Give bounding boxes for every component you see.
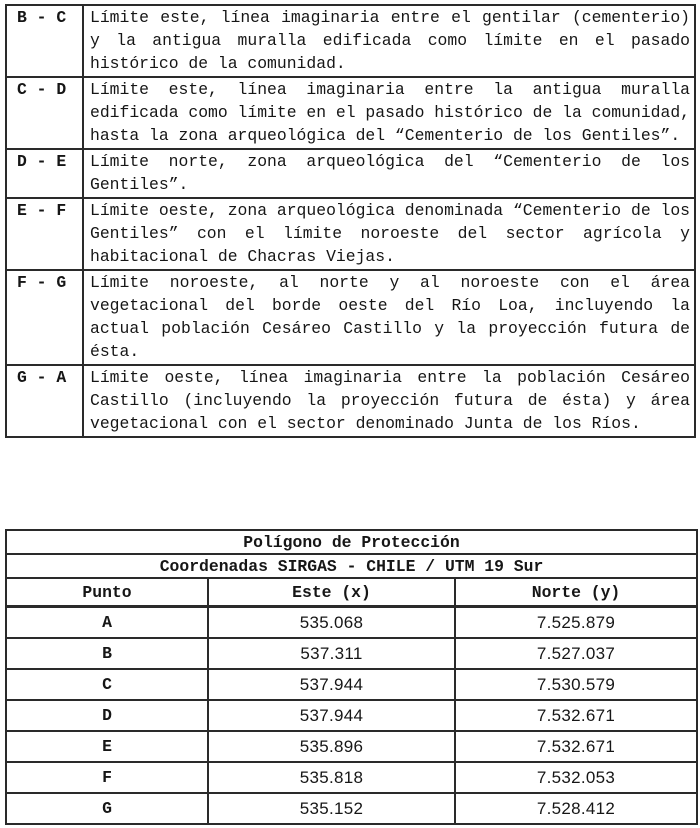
east-value: 535.068 (208, 607, 455, 639)
point-label: F (6, 762, 208, 793)
point-label: B (6, 638, 208, 669)
table-row (6, 669, 697, 700)
coordinate-system: Coordenadas SIRGAS - CHILE / UTM 19 Sur (6, 554, 697, 578)
north-value: 7.525.879 (455, 607, 697, 639)
limit-row (6, 149, 695, 198)
north-value: 7.532.671 (455, 700, 697, 731)
point-label: C (6, 669, 208, 700)
north-value: 7.530.579 (455, 669, 697, 700)
north-value: 7.528.412 (455, 793, 697, 824)
table-row (6, 731, 697, 762)
north-value: 7.527.037 (455, 638, 697, 669)
segment-label: E - F (6, 198, 83, 270)
table-title-row (6, 530, 697, 554)
segment-description: Límite este, línea imaginaria entre el gentilar (cementerio) y la antigua muralla edificada como límite en el pasado histórico de la comunidad. (83, 5, 695, 77)
segment-description: Límite este, línea imaginaria entre la antigua muralla edificada como límite en el pasado histórico de la comunidad, hasta la zona arqueológica del “Cementerio de los Gentiles”. (83, 77, 695, 149)
east-value: 537.311 (208, 638, 455, 669)
point-label: A (6, 607, 208, 639)
segment-label: F - G (6, 270, 83, 365)
segment-description: Límite noroeste, al norte y al noroeste con el área vegetacional del borde oeste del Río Loa, incluyendo la actual población Cesáreo Castillo y la proyección futura de ésta. (83, 270, 695, 365)
polygon-title: Polígono de Protección (6, 530, 697, 554)
table-row (6, 638, 697, 669)
east-value: 535.896 (208, 731, 455, 762)
segment-description: Límite oeste, zona arqueológica denominada “Cementerio de los Gentiles” con el límite noroeste del sector agrícola y habitacional de Chacras Viejas. (83, 198, 695, 270)
coordinates-table (5, 529, 698, 825)
header-point: Punto (6, 578, 208, 607)
segment-label: B - C (6, 5, 83, 77)
limit-row (6, 77, 695, 149)
column-header-row (6, 578, 697, 607)
limit-row (6, 198, 695, 270)
point-label: D (6, 700, 208, 731)
table-row (6, 793, 697, 824)
limit-row (6, 270, 695, 365)
table-row (6, 700, 697, 731)
header-east: Este (x) (208, 578, 455, 607)
segment-label: D - E (6, 149, 83, 198)
segment-description: Límite norte, zona arqueológica del “Cementerio de los Gentiles”. (83, 149, 695, 198)
table-row (6, 762, 697, 793)
north-value: 7.532.671 (455, 731, 697, 762)
east-value: 537.944 (208, 669, 455, 700)
point-label: E (6, 731, 208, 762)
segment-label: C - D (6, 77, 83, 149)
table-subtitle-row (6, 554, 697, 578)
east-value: 535.152 (208, 793, 455, 824)
point-label: G (6, 793, 208, 824)
limit-row (6, 5, 695, 77)
east-value: 535.818 (208, 762, 455, 793)
limit-row (6, 365, 695, 437)
table-row (6, 607, 697, 639)
segment-label: G - A (6, 365, 83, 437)
segment-description: Límite oeste, línea imaginaria entre la población Cesáreo Castillo (incluyendo la proyección futura de ésta) y área vegetacional con el sector denominado Junta de los Ríos. (83, 365, 695, 437)
limits-table (5, 4, 696, 438)
north-value: 7.532.053 (455, 762, 697, 793)
east-value: 537.944 (208, 700, 455, 731)
header-north: Norte (y) (455, 578, 697, 607)
